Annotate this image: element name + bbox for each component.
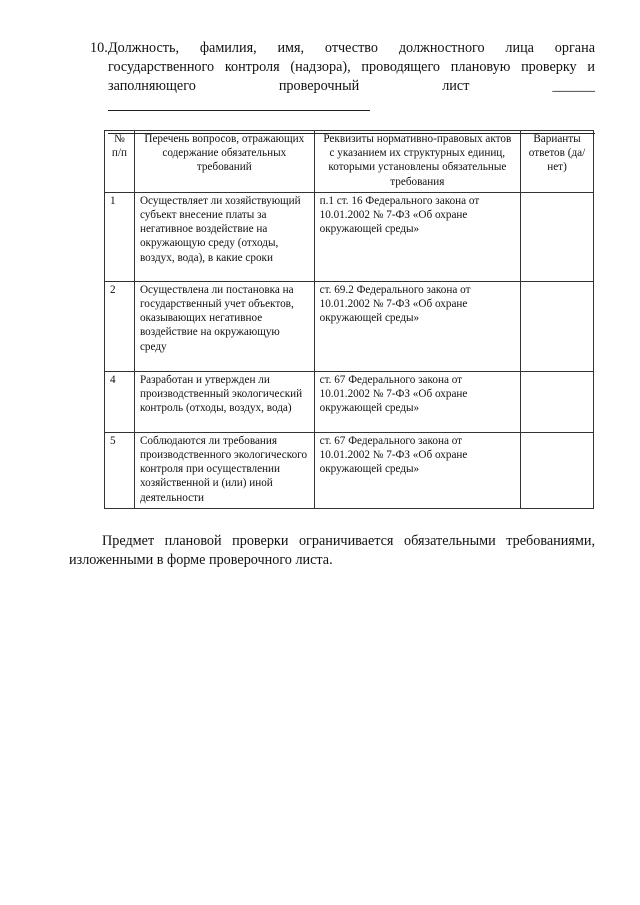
table-row: [105, 432, 594, 508]
row-answer-cell[interactable]: [521, 432, 594, 508]
row-answer-cell[interactable]: [521, 371, 594, 432]
row-number: 1: [105, 192, 135, 281]
row-question: Разработан и утвержден ли производственный экологический контроль (отходы, воздух, вода): [134, 371, 314, 432]
item-10-number: 10.: [90, 40, 108, 56]
closing-paragraph: Предмет плановой проверки ограничивается обязательными требованиями, изложенными в форме проверочного листа.: [69, 533, 595, 569]
row-reference: ст. 69.2 Федерального закона от 10.01.2002 № 7-ФЗ «Об охране окружающей среды»: [314, 281, 520, 371]
row-answer-cell[interactable]: [521, 281, 594, 371]
header-number: № п/п: [105, 131, 135, 193]
checklist-table: [104, 130, 594, 509]
table-row: [105, 371, 594, 432]
row-answer-cell[interactable]: [521, 192, 594, 281]
row-number: 2: [105, 281, 135, 371]
row-question: Осуществлена ли постановка на государственный учет объектов, оказывающих негативное воздействие на окружающую среду: [134, 281, 314, 371]
row-reference: ст. 67 Федерального закона от 10.01.2002 № 7-ФЗ «Об охране окружающей среды»: [314, 432, 520, 508]
item-10-inspector-field: [90, 39, 595, 134]
row-number: 4: [105, 371, 135, 432]
item-10-label: Должность, фамилия, имя, отчество должностного лица органа государственного контроля (надзора), проводящего плановую проверку и заполняющего проверочный лист ______: [108, 40, 595, 94]
table-header-row: [105, 131, 594, 193]
table-row: [105, 281, 594, 371]
header-legal-references: Реквизиты нормативно-правовых актов с указанием их структурных единиц, которыми установлены обязательные требования: [314, 131, 520, 193]
row-reference: ст. 67 Федерального закона от 10.01.2002 № 7-ФЗ «Об охране окружающей среды»: [314, 371, 520, 432]
row-question: Осуществляет ли хозяйствующий субъект внесение платы за негативное воздействие на окружающую среду (отходы, воздух, вода), в какие сроки: [134, 192, 314, 281]
row-question: Соблюдаются ли требования производственного экологического контроля при осуществлении хозяйственной и (или) иной деятельности: [134, 432, 314, 508]
item-10-text: [108, 39, 595, 117]
row-number: 5: [105, 432, 135, 508]
inspector-blank-line[interactable]: [108, 96, 370, 111]
row-reference: п.1 ст. 16 Федерального закона от 10.01.2002 № 7-ФЗ «Об охране окружающей среды»: [314, 192, 520, 281]
header-answers: Варианты ответов (да/нет): [521, 131, 594, 193]
header-questions: Перечень вопросов, отражающих содержание обязательных требований: [134, 131, 314, 193]
table-row: [105, 192, 594, 281]
